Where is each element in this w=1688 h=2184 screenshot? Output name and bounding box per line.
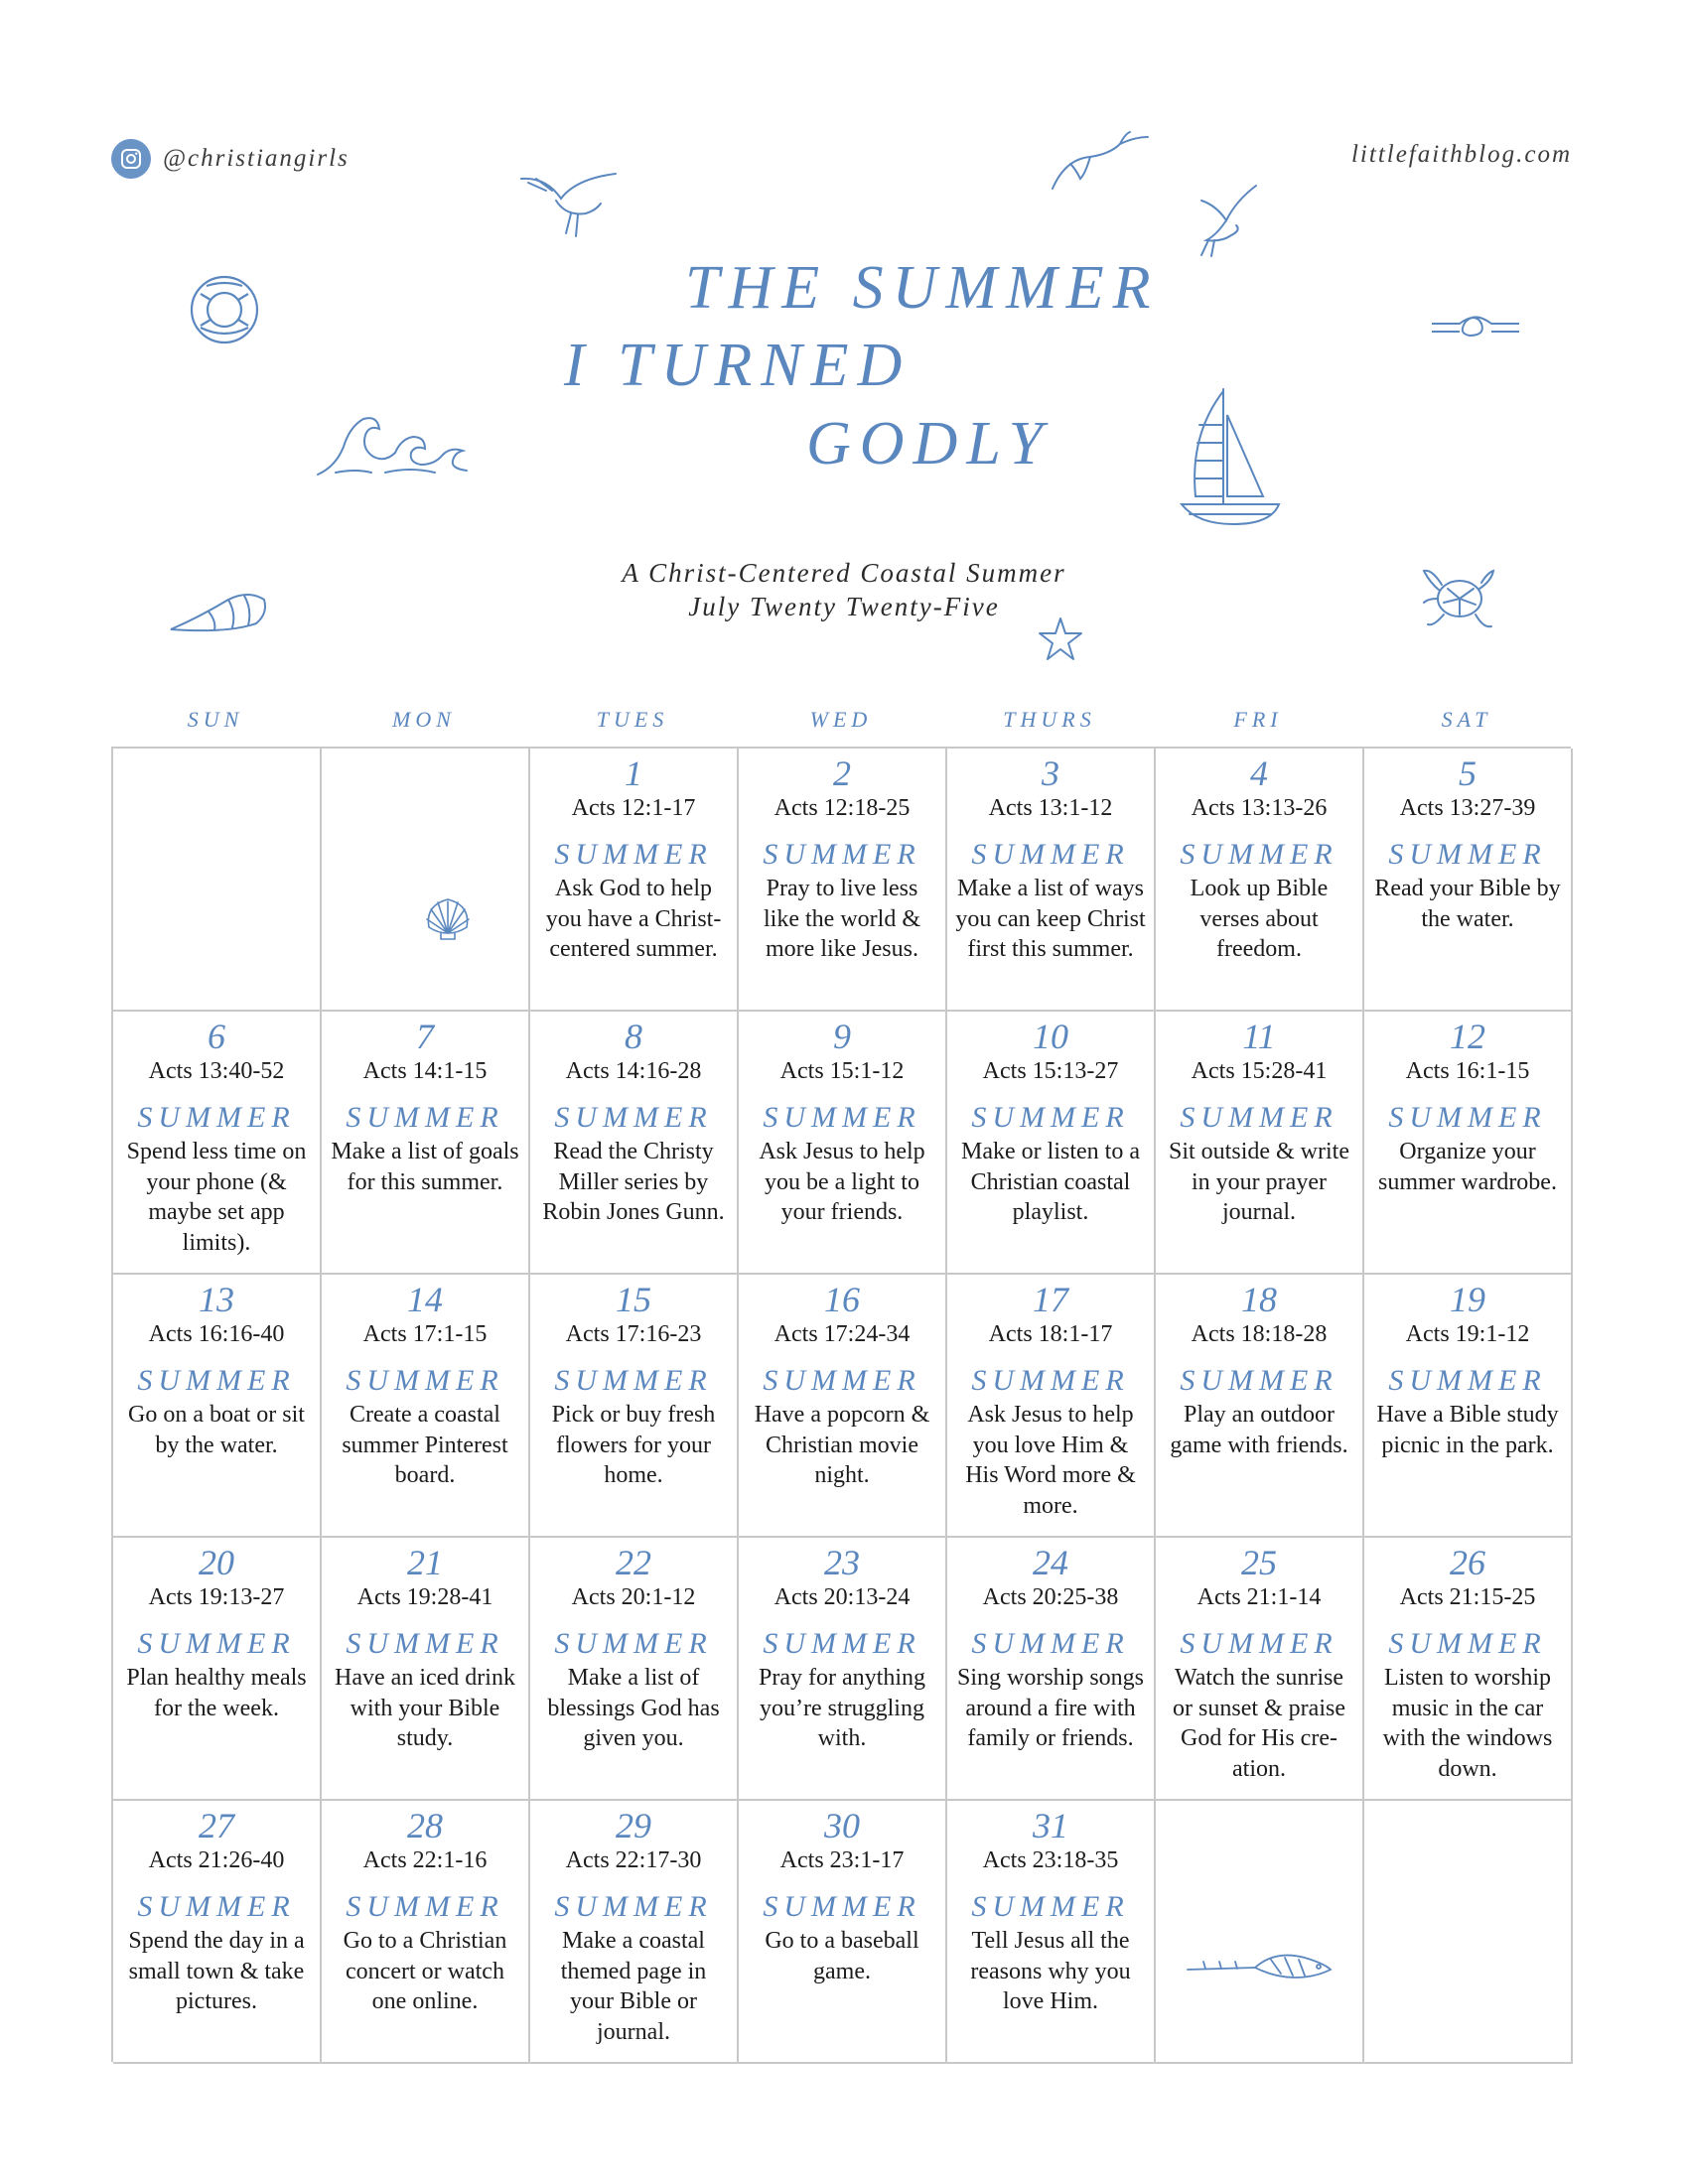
summer-task: Read your Bible by the water. (1374, 876, 1561, 932)
day-number: 30 (824, 1806, 860, 1845)
bible-reading: Acts 15:1-12 (779, 1058, 905, 1084)
summer-label: SUMMER (346, 1101, 504, 1134)
calendar-day-cell (947, 1538, 1156, 1801)
instagram-handle: @christiangirls (163, 145, 350, 172)
day-number: 7 (416, 1017, 434, 1056)
calendar-day-cell (530, 749, 739, 1012)
calendar-cell-empty (322, 749, 530, 1012)
summer-task: Pray to live less like the world & more like Jesus. (764, 876, 920, 962)
bible-reading: Acts 17:1-15 (362, 1321, 488, 1347)
calendar-day-cell (322, 1275, 530, 1538)
title-line-2: I TURNED (564, 332, 912, 399)
calendar-day-cell (530, 1275, 739, 1538)
bible-reading: Acts 19:1-12 (1405, 1321, 1530, 1347)
day-number: 14 (407, 1280, 443, 1319)
bible-reading: Acts 15:13-27 (982, 1058, 1119, 1084)
summer-task: Go on a boat or sit by the water. (128, 1402, 305, 1458)
bible-reading: Acts 20:13-24 (774, 1584, 911, 1610)
starfish-icon (1037, 615, 1084, 663)
summer-task: Make a list of ways you can keep Christ first this summer. (955, 876, 1146, 962)
seagull-icon (516, 169, 626, 248)
day-number: 25 (1241, 1543, 1277, 1582)
calendar-cell-empty (1364, 1801, 1573, 2064)
day-number: 31 (1033, 1806, 1068, 1845)
calendar-day-cell (530, 1012, 739, 1275)
bible-reading: Acts 22:1-16 (362, 1847, 488, 1873)
summer-label: SUMMER (554, 1627, 713, 1660)
summer-label: SUMMER (763, 1627, 921, 1660)
calendar-day-cell (947, 1275, 1156, 1538)
summer-label: SUMMER (971, 838, 1130, 871)
day-number: 9 (833, 1017, 851, 1056)
summer-task: Play an outdoor game with friends. (1170, 1402, 1348, 1458)
fish-icon (1186, 1940, 1335, 1989)
summer-task: Plan healthy meals for the week. (126, 1665, 307, 1721)
day-number: 17 (1033, 1280, 1068, 1319)
wave-icon (316, 407, 471, 478)
day-number: 15 (616, 1280, 651, 1319)
summer-task: Ask Jesus to help you be a light to your friends. (759, 1139, 925, 1225)
bible-reading: Acts 20:1-12 (571, 1584, 696, 1610)
weekday-header (111, 707, 1571, 733)
bible-reading: Acts 18:18-28 (1191, 1321, 1328, 1347)
summer-label: SUMMER (1180, 838, 1338, 871)
summer-label: SUMMER (763, 1101, 921, 1134)
calendar-day-cell (322, 1801, 530, 2064)
summer-label: SUMMER (971, 1890, 1130, 1923)
weekday-label: FRI (1233, 707, 1283, 732)
bible-reading: Acts 14:1-15 (362, 1058, 488, 1084)
day-number: 5 (1459, 753, 1477, 793)
summer-label: SUMMER (137, 1627, 296, 1660)
summer-task: Pray for anything you’re struggling with. (759, 1665, 925, 1751)
calendar-day-cell (1364, 749, 1573, 1012)
calendar-day-cell (113, 1275, 322, 1538)
calendar-day-cell (947, 749, 1156, 1012)
day-number: 18 (1241, 1280, 1277, 1319)
summer-task: Create a coastal summer Pinterest board. (342, 1402, 508, 1488)
summer-label: SUMMER (554, 1364, 713, 1397)
calendar-cell-empty (1156, 1801, 1364, 2064)
day-number: 24 (1033, 1543, 1068, 1582)
summer-label: SUMMER (554, 838, 713, 871)
summer-label: SUMMER (1388, 838, 1547, 871)
summer-label: SUMMER (137, 1890, 296, 1923)
summer-label: SUMMER (554, 1101, 713, 1134)
day-number: 13 (199, 1280, 234, 1319)
day-number: 20 (199, 1543, 234, 1582)
summer-label: SUMMER (346, 1890, 504, 1923)
calendar-day-cell (739, 1801, 947, 2064)
summer-label: SUMMER (1388, 1364, 1547, 1397)
summer-task: Organize your summer wardrobe. (1378, 1139, 1557, 1195)
seagull-icon (1187, 181, 1266, 260)
subtitle: A Christ-Centered Coastal Summer (622, 558, 1066, 588)
bible-reading: Acts 16:16-40 (148, 1321, 285, 1347)
bible-reading: Acts 23:18-35 (982, 1847, 1119, 1873)
day-number: 21 (407, 1543, 443, 1582)
summer-label: SUMMER (1388, 1627, 1547, 1660)
bible-reading: Acts 19:28-41 (356, 1584, 493, 1610)
bible-reading: Acts 13:27-39 (1399, 795, 1536, 821)
calendar-day-cell (113, 1801, 322, 2064)
summer-label: SUMMER (763, 838, 921, 871)
summer-label: SUMMER (971, 1627, 1130, 1660)
summer-label: SUMMER (1180, 1101, 1338, 1134)
summer-label: SUMMER (763, 1364, 921, 1397)
bible-reading: Acts 12:1-17 (571, 795, 696, 821)
summer-task: Have a popcorn & Christian movie night. (754, 1402, 930, 1488)
calendar-day-cell (1156, 1012, 1364, 1275)
summer-label: SUMMER (137, 1364, 296, 1397)
month-label: July Twenty Twenty-Five (688, 592, 1000, 621)
weekday-label: SAT (1441, 707, 1492, 732)
day-number: 19 (1450, 1280, 1485, 1319)
bible-reading: Acts 13:40-52 (148, 1058, 285, 1084)
bible-reading: Acts 13:13-26 (1191, 795, 1328, 821)
weekday-label: SUN (187, 707, 244, 732)
bible-reading: Acts 21:1-14 (1196, 1584, 1322, 1610)
bible-reading: Acts 16:1-15 (1405, 1058, 1530, 1084)
summer-label: SUMMER (1180, 1627, 1338, 1660)
day-number: 10 (1033, 1017, 1068, 1056)
calendar-day-cell (1156, 1275, 1364, 1538)
title-line-3: GODLY (806, 410, 1053, 478)
bible-reading: Acts 21:26-40 (148, 1847, 285, 1873)
calendar-day-cell (1156, 749, 1364, 1012)
calendar-day-cell (739, 1538, 947, 1801)
summer-task: Look up Bible verses about freedom. (1190, 876, 1329, 962)
summer-task: Make or listen to a Christian coastal playlist. (961, 1139, 1140, 1225)
instagram-handle-group (111, 139, 350, 179)
weekday-label: MON (392, 707, 456, 732)
summer-task: Ask God to help you have a Christ-centered summer. (545, 876, 722, 962)
bible-reading: Acts 13:1-12 (988, 795, 1113, 821)
summer-task: Listen to worship music in the car with the windows down. (1382, 1665, 1553, 1782)
calendar-cell-empty (113, 749, 322, 1012)
day-number: 16 (824, 1280, 860, 1319)
summer-label: SUMMER (1180, 1364, 1338, 1397)
sailboat-icon (1180, 385, 1283, 530)
summer-label: SUMMER (971, 1364, 1130, 1397)
summer-task: Go to a Christian concert or watch one online. (343, 1928, 507, 2014)
day-number: 11 (1242, 1017, 1276, 1056)
day-number: 6 (208, 1017, 225, 1056)
summer-task: Spend less time on your phone (& maybe set app limits). (126, 1139, 307, 1256)
summer-label: SUMMER (137, 1101, 296, 1134)
bible-reading: Acts 19:13-27 (148, 1584, 285, 1610)
website-url: littlefaithblog.com (1350, 141, 1572, 168)
summer-task: Pick or buy fresh flowers for your home. (551, 1402, 716, 1488)
summer-task: Sit outside & write in your prayer journal. (1169, 1139, 1349, 1225)
day-number: 4 (1250, 753, 1268, 793)
bible-reading: Acts 20:25-38 (982, 1584, 1119, 1610)
calendar-grid (111, 747, 1571, 2062)
calendar-day-cell (739, 1275, 947, 1538)
day-number: 27 (199, 1806, 234, 1845)
summer-task: Sing worship songs around a fire with family or friends. (956, 1665, 1145, 1751)
calendar-day-cell (322, 1538, 530, 1801)
bible-reading: Acts 23:1-17 (779, 1847, 905, 1873)
weekday-label: WED (809, 707, 873, 732)
summer-task: Ask Jesus to help you love Him & His Word more & more. (965, 1402, 1136, 1519)
summer-task: Make a list of blessings God has given you. (547, 1665, 720, 1751)
title-line-1: THE SUMMER (685, 254, 1160, 322)
calendar-day-cell (113, 1012, 322, 1275)
summer-task: Have a Bible study picnic in the park. (1376, 1402, 1559, 1458)
bible-reading: Acts 12:18-25 (774, 795, 911, 821)
summer-label: SUMMER (971, 1101, 1130, 1134)
summer-task: Watch the sunrise or sunset & praise God for His cre- ation. (1173, 1665, 1345, 1782)
day-number: 2 (833, 753, 851, 793)
summer-task: Spend the day in a small town & take pictures. (128, 1928, 305, 2014)
weekday-label: TUES (596, 707, 669, 732)
day-number: 26 (1450, 1543, 1485, 1582)
summer-task: Go to a baseball game. (765, 1928, 919, 1984)
summer-task: Read the Christy Miller series by Robin Jones Gunn. (542, 1139, 725, 1225)
seagull-icon (1051, 129, 1150, 194)
instagram-icon (111, 139, 151, 179)
bible-reading: Acts 15:28-41 (1191, 1058, 1328, 1084)
day-number: 23 (824, 1543, 860, 1582)
rope-knot-icon (1430, 308, 1521, 347)
bible-reading: Acts 14:16-28 (565, 1058, 702, 1084)
calendar-day-cell (1364, 1538, 1573, 1801)
summer-task: Have an iced drink with your Bible study. (335, 1665, 515, 1751)
life-ring-icon (187, 272, 262, 347)
day-number: 29 (616, 1806, 651, 1845)
summer-task: Make a coastal themed page in your Bible or journal. (560, 1928, 707, 2045)
calendar-day-cell (947, 1801, 1156, 2064)
calendar-day-cell (739, 749, 947, 1012)
scallop-shell-icon (423, 895, 473, 941)
summer-task: Tell Jesus all the reasons why you love Him. (970, 1928, 1131, 2014)
summer-label: SUMMER (763, 1890, 921, 1923)
calendar-day-cell (322, 1012, 530, 1275)
calendar-day-cell (530, 1801, 739, 2064)
bible-reading: Acts 17:24-34 (774, 1321, 911, 1347)
summer-task: Make a list of goals for this summer. (331, 1139, 519, 1195)
calendar-day-cell (947, 1012, 1156, 1275)
weekday-label: THURS (1003, 707, 1096, 732)
day-number: 3 (1042, 753, 1059, 793)
calendar-day-cell (530, 1538, 739, 1801)
day-number: 12 (1450, 1017, 1485, 1056)
day-number: 28 (407, 1806, 443, 1845)
calendar-day-cell (739, 1012, 947, 1275)
calendar-day-cell (1364, 1012, 1573, 1275)
day-number: 1 (625, 753, 642, 793)
summer-label: SUMMER (346, 1364, 504, 1397)
summer-label: SUMMER (554, 1890, 713, 1923)
calendar-day-cell (1156, 1538, 1364, 1801)
summer-label: SUMMER (1388, 1101, 1547, 1134)
bible-reading: Acts 18:1-17 (988, 1321, 1113, 1347)
summer-label: SUMMER (346, 1627, 504, 1660)
day-number: 8 (625, 1017, 642, 1056)
day-number: 22 (616, 1543, 651, 1582)
calendar-day-cell (1364, 1275, 1573, 1538)
calendar-day-cell (113, 1538, 322, 1801)
bible-reading: Acts 22:17-30 (565, 1847, 702, 1873)
bible-reading: Acts 21:15-25 (1399, 1584, 1536, 1610)
bible-reading: Acts 17:16-23 (565, 1321, 702, 1347)
